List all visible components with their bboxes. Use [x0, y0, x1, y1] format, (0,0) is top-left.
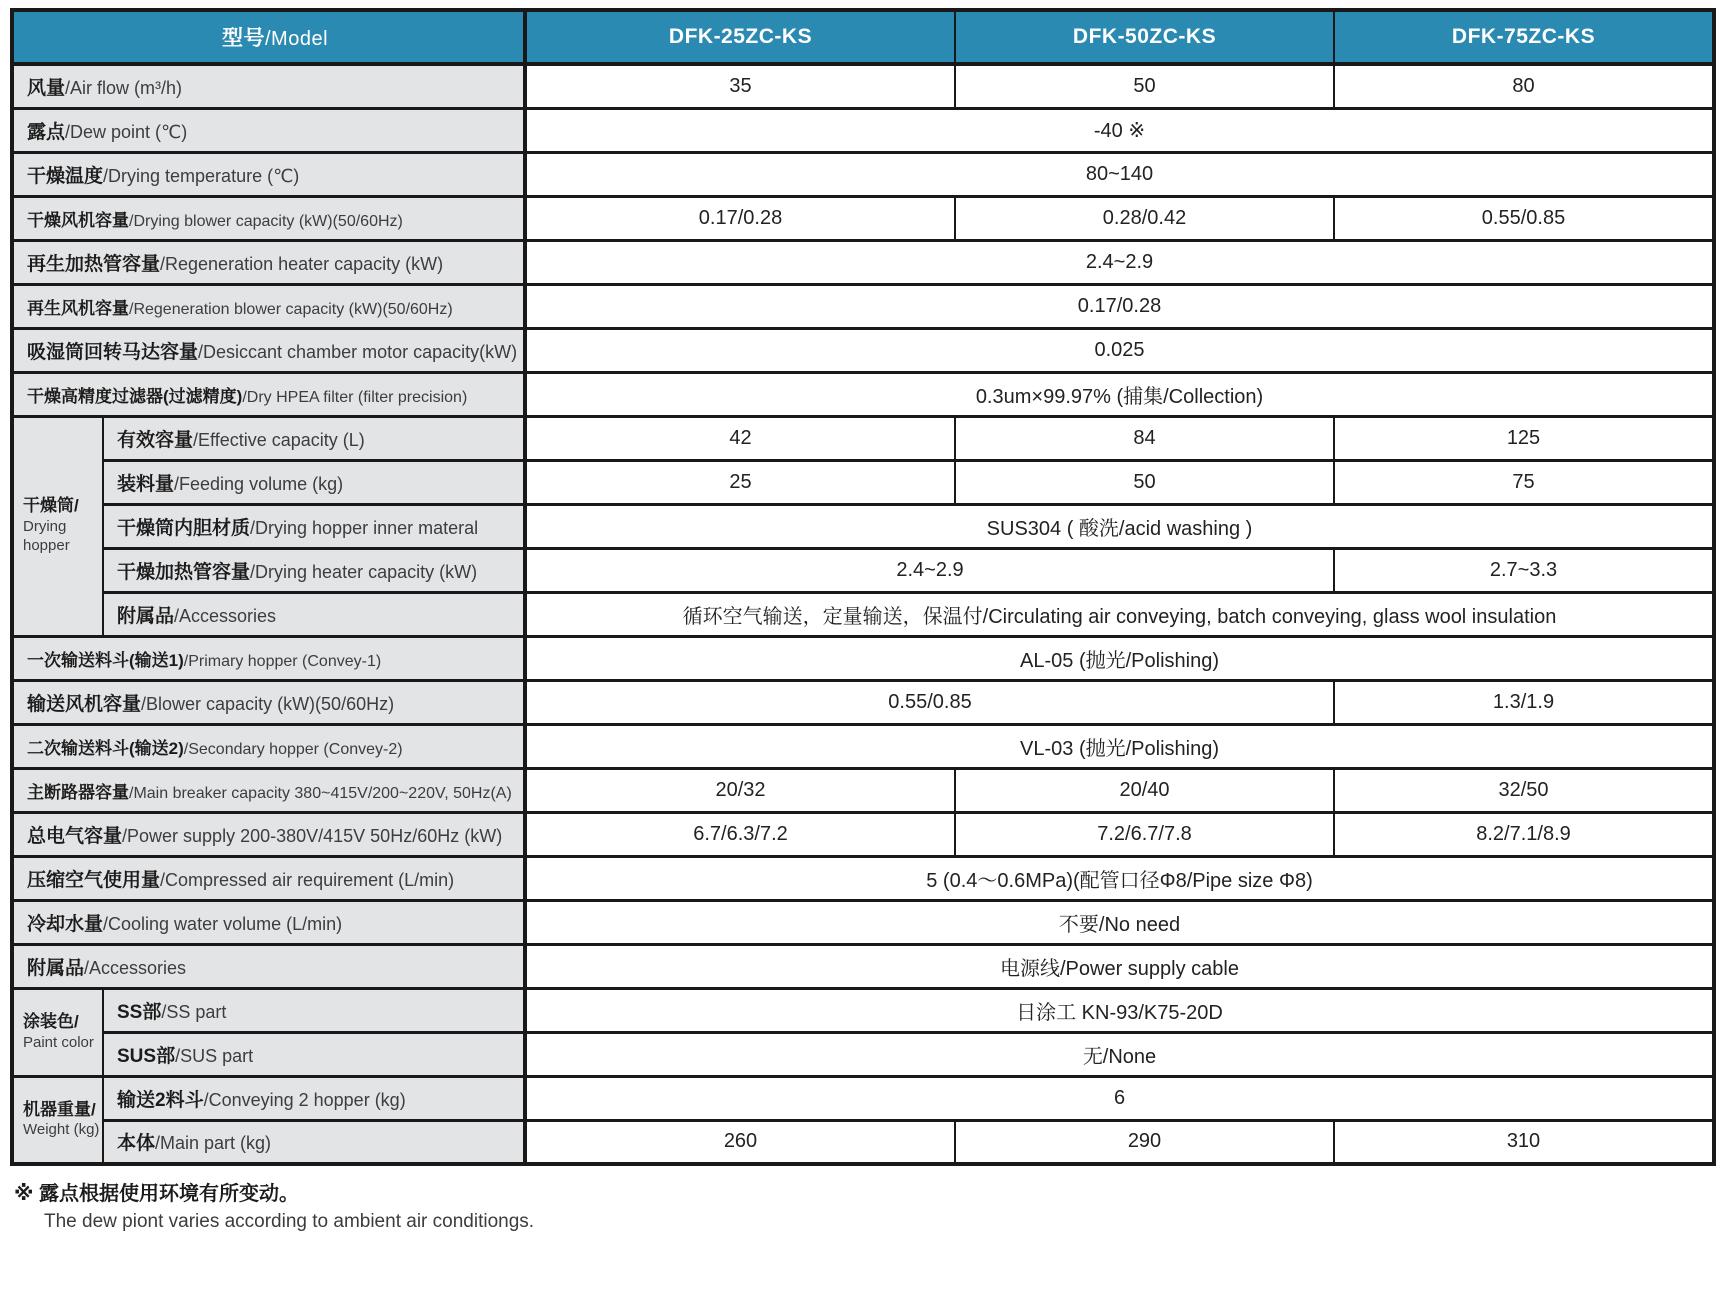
header-col-dfk-25zc-ks: DFK-25ZC-KS: [525, 10, 955, 64]
row-blower-capacity-value-3: 1.3/1.9: [1334, 680, 1714, 724]
row-blower-capacity-value-12: 0.55/0.85: [525, 680, 1334, 724]
row-regen-heater: [12, 240, 1714, 284]
group-drying-hopper: [12, 416, 103, 636]
label-en: /Accessories: [174, 605, 277, 626]
label-zh: 主断路器容量: [27, 782, 129, 802]
row-inner-material-label: [103, 504, 525, 548]
label-en: /Drying blower capacity (kW)(50/60Hz): [129, 212, 403, 230]
row-effective-capacity-value-2: 84: [955, 416, 1334, 460]
row-dew-point-label: [12, 108, 525, 152]
row-blower-capacity-label: [12, 680, 525, 724]
row-sus-part-value: 无/None: [525, 1032, 1714, 1076]
label-en: /Desiccant chamber motor capacity(kW): [198, 341, 518, 362]
row-ss-part: [12, 988, 1714, 1032]
row-air-flow-value-2: 50: [955, 64, 1334, 108]
label-zh: 输送2料斗: [117, 1089, 204, 1111]
row-main-part-value-2: 290: [955, 1120, 1334, 1164]
label-zh: 输送风机容量: [27, 693, 142, 715]
label-zh: 干燥温度: [27, 165, 104, 187]
row-drying-temperature: [12, 152, 1714, 196]
row-regen-blower-label: [12, 284, 525, 328]
row-power-supply-label: [12, 812, 525, 856]
label-zh: 干燥风机容量: [27, 210, 129, 230]
row-drying-blower-value-3: 0.55/0.85: [1334, 196, 1714, 240]
row-feeding-volume: [12, 460, 1714, 504]
row-sus-part: [12, 1032, 1714, 1076]
row-conveying-hopper-value: 6: [525, 1076, 1714, 1120]
row-conveying-hopper: [12, 1076, 1714, 1120]
label-en: /Air flow (m³/h): [65, 77, 183, 98]
group-en: Drying hopper: [23, 517, 70, 555]
row-air-flow-value-1: 35: [525, 64, 955, 108]
label-zh: 干燥高精度过滤器(过滤精度): [27, 386, 243, 406]
label-en: /Main part (kg): [155, 1133, 272, 1154]
label-zh: 总电气容量: [27, 825, 123, 847]
row-drying-blower-value-2: 0.28/0.42: [955, 196, 1334, 240]
label-en: /Drying temperature (℃): [103, 165, 300, 186]
row-compressed-air-label: [12, 856, 525, 900]
header-row: [12, 10, 1714, 64]
label-en: /Drying hopper inner materal: [250, 517, 479, 538]
row-feeding-volume-label: [103, 460, 525, 504]
row-regen-heater-label: [12, 240, 525, 284]
row-power-supply: [12, 812, 1714, 856]
group-zh: 机器重量/: [23, 1099, 96, 1119]
row-ss-part-label: [103, 988, 525, 1032]
row-inner-material: [12, 504, 1714, 548]
row-ss-part-value: 日涂工 KN-93/K75-20D: [525, 988, 1714, 1032]
row-regen-blower: [12, 284, 1714, 328]
row-hopper-accessories-value: 循环空气输送，定量输送，保温付/Circulating air conveying, batch conveying, glass wool insulation: [525, 592, 1714, 636]
label-zh: 再生加热管容量: [27, 253, 161, 275]
group-zh: 涂装色/: [23, 1011, 79, 1031]
row-power-supply-value-1: 6.7/6.3/7.2: [525, 812, 955, 856]
label-en: /Accessories: [84, 957, 187, 978]
row-drying-heater: [12, 548, 1714, 592]
label-en: /Dry HPEA filter (filter precision): [242, 388, 468, 406]
label-zh: 干燥加热管容量: [117, 561, 251, 583]
row-drying-blower: [12, 196, 1714, 240]
row-drying-temperature-label: [12, 152, 525, 196]
row-main-breaker: [12, 768, 1714, 812]
row-main-part: [12, 1120, 1714, 1164]
row-main-breaker-value-1: 20/32: [525, 768, 955, 812]
row-blower-capacity: [12, 680, 1714, 724]
row-regen-heater-value: 2.4~2.9: [525, 240, 1714, 284]
label-zh: 有效容量: [117, 429, 194, 451]
row-inner-material-value: SUS304 ( 酸洗/acid washing ): [525, 504, 1714, 548]
row-hpea-filter-label: [12, 372, 525, 416]
label-zh: 冷却水量: [27, 913, 104, 935]
row-primary-hopper-label: [12, 636, 525, 680]
group-zh: 干燥筒/: [23, 496, 79, 516]
row-main-part-value-3: 310: [1334, 1120, 1714, 1164]
label-zh: SUS部: [117, 1045, 176, 1067]
row-feeding-volume-value-3: 75: [1334, 460, 1714, 504]
row-drying-temperature-value: 80~140: [525, 152, 1714, 196]
row-air-flow: [12, 64, 1714, 108]
row-drying-heater-value-3: 2.7~3.3: [1334, 548, 1714, 592]
label-zh: 一次输送料斗(输送1): [27, 650, 184, 670]
row-cooling-water: [12, 900, 1714, 944]
label-zh: 装料量: [117, 473, 175, 495]
row-accessories-label: [12, 944, 525, 988]
row-air-flow-value-3: 80: [1334, 64, 1714, 108]
label-en: /Secondary hopper (Convey-2): [183, 740, 403, 758]
group-paint-color: [12, 988, 103, 1076]
header-model-cell: [12, 10, 525, 64]
row-effective-capacity-value-1: 42: [525, 416, 955, 460]
label-en: /Blower capacity (kW)(50/60Hz): [141, 693, 395, 714]
row-drying-blower-label: [12, 196, 525, 240]
label-zh: 再生风机容量: [27, 298, 129, 318]
label-zh: SS部: [117, 1001, 162, 1023]
label-en: /Effective capacity (L): [193, 429, 365, 450]
footnote-line-zh: ※ 露点根据使用环境有所变动。: [14, 1183, 299, 1205]
row-desiccant-motor: [12, 328, 1714, 372]
row-primary-hopper-value: AL-05 (抛光/Polishing): [525, 636, 1714, 680]
row-primary-hopper: [12, 636, 1714, 680]
group-weight: [12, 1076, 103, 1164]
row-main-part-label: [103, 1120, 525, 1164]
label-zh: 干燥筒内胆材质: [117, 517, 251, 539]
label-en: /SUS part: [175, 1045, 254, 1066]
footnote: [14, 1177, 1718, 1233]
row-feeding-volume-value-1: 25: [525, 460, 955, 504]
row-dew-point: [12, 108, 1714, 152]
label-zh: 露点: [27, 121, 66, 143]
label-zh: 风量: [27, 77, 66, 99]
label-en: /SS part: [161, 1001, 227, 1022]
label-en: /Regeneration blower capacity (kW)(50/60Hz): [129, 300, 453, 318]
row-main-breaker-value-3: 32/50: [1334, 768, 1714, 812]
row-hopper-accessories: [12, 592, 1714, 636]
row-compressed-air-value: 5 (0.4～0.6MPa)(配管口径Φ8/Pipe size Φ8): [525, 856, 1714, 900]
row-air-flow-label: [12, 64, 525, 108]
label-zh: 二次输送料斗(输送2): [27, 738, 184, 758]
label-en: /Primary hopper (Convey-1): [183, 652, 382, 670]
row-drying-heater-value-12: 2.4~2.9: [525, 548, 1334, 592]
group-en: Weight (kg): [23, 1121, 100, 1139]
label-en: /Drying heater capacity (kW): [250, 561, 478, 582]
group-en: Paint color: [23, 1033, 94, 1051]
row-sus-part-label: [103, 1032, 525, 1076]
label-en: /Cooling water volume (L/min): [103, 913, 343, 934]
row-drying-heater-label: [103, 548, 525, 592]
row-main-part-value-1: 260: [525, 1120, 955, 1164]
row-effective-capacity-label: [103, 416, 525, 460]
row-accessories: [12, 944, 1714, 988]
row-secondary-hopper-value: VL-03 (抛光/Polishing): [525, 724, 1714, 768]
row-desiccant-motor-value: 0.025: [525, 328, 1714, 372]
row-desiccant-motor-label: [12, 328, 525, 372]
row-hpea-filter-value: 0.3um×99.97% (捕集/Collection): [525, 372, 1714, 416]
row-conveying-hopper-label: [103, 1076, 525, 1120]
label-zh: 吸湿筒回转马达容量: [27, 341, 199, 363]
label-en: /Conveying 2 hopper (kg): [203, 1089, 406, 1110]
row-power-supply-value-2: 7.2/6.7/7.8: [955, 812, 1334, 856]
row-hopper-accessories-label: [103, 592, 525, 636]
row-power-supply-value-3: 8.2/7.1/8.9: [1334, 812, 1714, 856]
label-en: /Regeneration heater capacity (kW): [160, 253, 444, 274]
row-regen-blower-value: 0.17/0.28: [525, 284, 1714, 328]
row-main-breaker-value-2: 20/40: [955, 768, 1334, 812]
label-en: /Dew point (℃): [65, 121, 188, 142]
label-en: /Main breaker capacity 380~415V/200~220V, 50Hz(A): [129, 784, 512, 802]
row-feeding-volume-value-2: 50: [955, 460, 1334, 504]
header-model-en: /Model: [264, 28, 329, 50]
label-zh: 本体: [117, 1133, 156, 1155]
row-effective-capacity: [12, 416, 1714, 460]
row-compressed-air: [12, 856, 1714, 900]
row-secondary-hopper: [12, 724, 1714, 768]
footnote-line-en: The dew piont varies according to ambient air conditiongs.: [44, 1211, 535, 1232]
header-model-zh: 型号: [221, 27, 265, 50]
label-zh: 附属品: [117, 605, 175, 627]
spec-table: [10, 8, 1716, 1166]
label-zh: 压缩空气使用量: [27, 869, 161, 891]
row-dew-point-value: -40 ※: [525, 108, 1714, 152]
row-cooling-water-value: 不要/No need: [525, 900, 1714, 944]
header-col-dfk-50zc-ks: DFK-50ZC-KS: [955, 10, 1334, 64]
row-effective-capacity-value-3: 125: [1334, 416, 1714, 460]
row-secondary-hopper-label: [12, 724, 525, 768]
label-en: /Feeding volume (kg): [174, 473, 344, 494]
label-en: /Compressed air requirement (L/min): [160, 869, 455, 890]
row-accessories-value: 电源线/Power supply cable: [525, 944, 1714, 988]
header-col-dfk-75zc-ks: DFK-75ZC-KS: [1334, 10, 1714, 64]
row-cooling-water-label: [12, 900, 525, 944]
label-en: /Power supply 200-380V/415V 50Hz/60Hz (kW): [122, 825, 503, 846]
row-drying-blower-value-1: 0.17/0.28: [525, 196, 955, 240]
row-main-breaker-label: [12, 768, 525, 812]
row-hpea-filter: [12, 372, 1714, 416]
label-zh: 附属品: [27, 957, 85, 979]
